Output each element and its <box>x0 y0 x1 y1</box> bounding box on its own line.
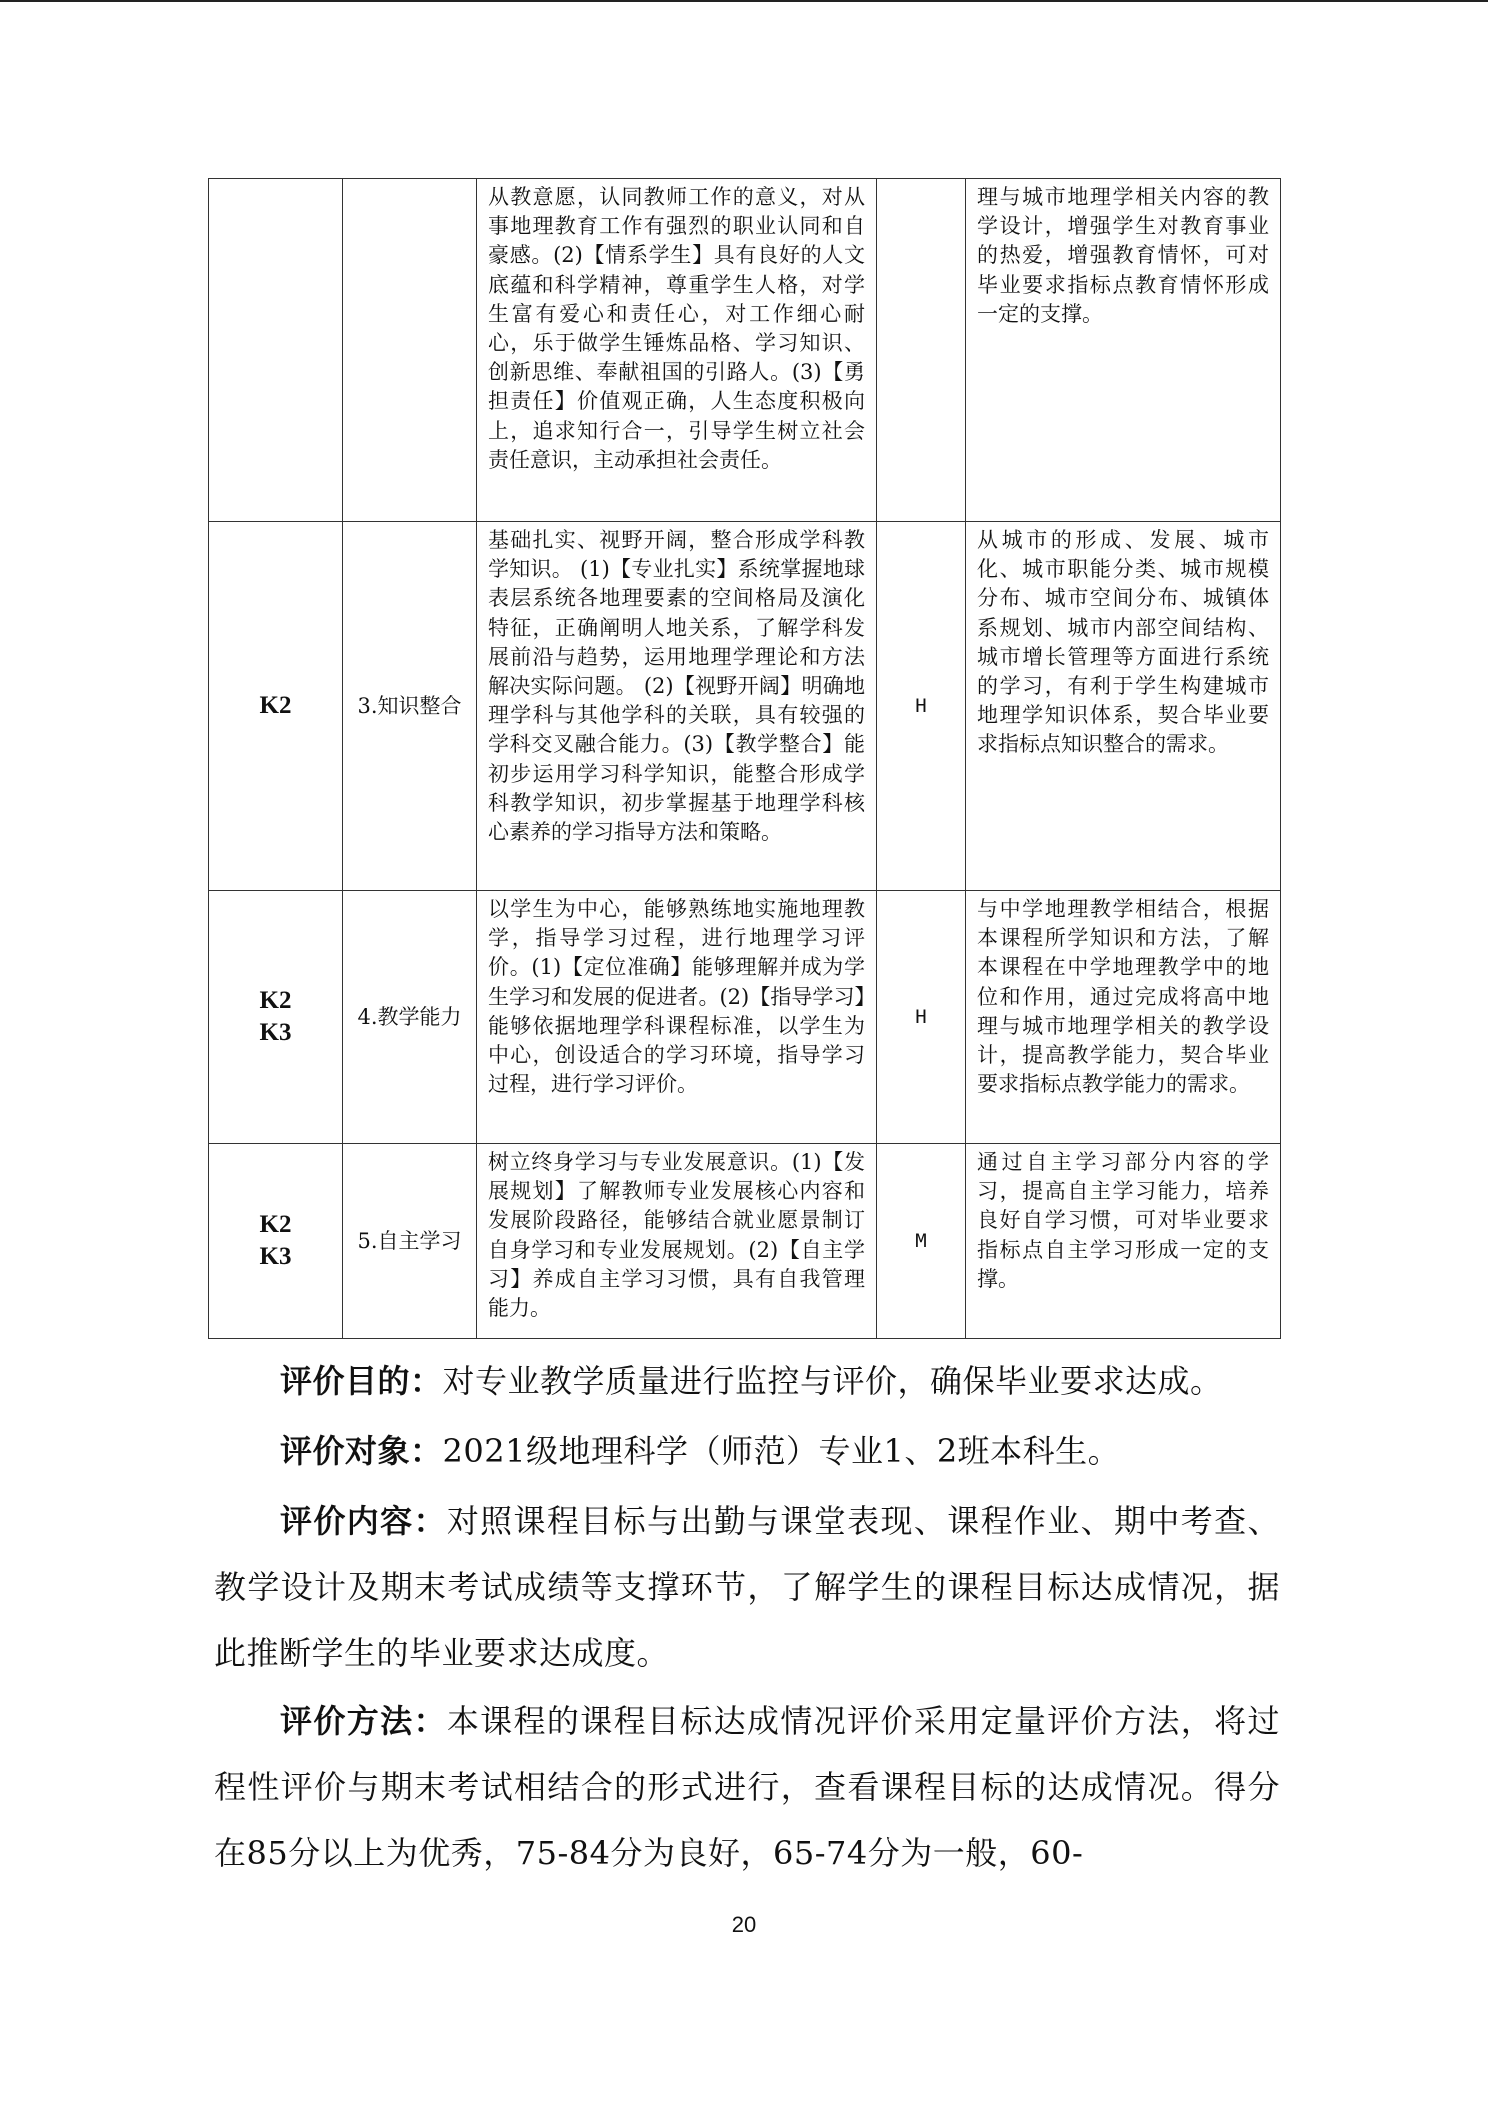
code-cell <box>209 1144 343 1339</box>
requirement-cell: 5.自主学习 <box>343 1144 477 1339</box>
description-cell: 从教意愿，认同教师工作的意义，对从事地理教育工作有强烈的职业认同和自豪感。(2)【情系学生】具有良好的人文底蕴和科学精神，尊重学生人格，对学生富有爱心和责任心，对工作细心耐心，乐于做学生锤炼品格、学习知识、创新思维、奉献祖国的引路人。(3)【勇担责任】价值观正确，人生态度积极向上，追求知行合一，引导学生树立社会责任意识，主动承担社会责任。 <box>477 179 877 522</box>
evaluation-purpose-text: 对专业教学质量进行监控与评价，确保毕业要求达成。 <box>442 1362 1223 1400</box>
level-cell: H <box>877 891 966 1144</box>
support-cell: 与中学地理教学相结合，根据本课程所学知识和方法，了解本课程在中学地理教学中的地位和作用，通过完成将高中地理与城市地理学相关的教学设计，提高教学能力，契合毕业要求指标点教学能力的需求。 <box>966 891 1281 1144</box>
evaluation-content-paragraph <box>214 1488 1280 1686</box>
code-cell <box>209 891 343 1144</box>
evaluation-method-paragraph <box>214 1688 1280 1886</box>
code-label: K3 <box>259 1243 292 1270</box>
code-cell <box>209 522 343 891</box>
support-cell: 通过自主学习部分内容的学习，提高自主学习能力，培养良好自学习惯，可对毕业要求指标点自主学习形成一定的支撑。 <box>966 1144 1281 1339</box>
code-cell <box>209 179 343 522</box>
table-row <box>209 522 1281 891</box>
support-cell: 理与城市地理学相关内容的教学设计，增强学生对教育事业的热爱，增强教育情怀，可对毕业要求指标点教育情怀形成一定的支撑。 <box>966 179 1281 522</box>
code-label: K3 <box>259 1019 292 1046</box>
requirement-cell <box>343 179 477 522</box>
evaluation-object-paragraph <box>214 1418 1280 1484</box>
evaluation-method-label: 评价方法： <box>280 1702 447 1740</box>
evaluation-content-text: 对照课程目标与出勤与课堂表现、课程作业、期中考查、教学设计及期末考试成绩等支撑环节，了解学生的课程目标达成情况，据此推断学生的毕业要求达成度。 <box>214 1502 1280 1672</box>
description-cell: 以学生为中心，能够熟练地实施地理教学，指导学习过程，进行地理学习评价。(1)【定位准确】能够理解并成为学生学习和发展的促进者。(2)【指导学习】能够依据地理学科课程标准，以学生为中心，创设适合的学习环境，指导学习过程，进行学习评价。 <box>477 891 877 1144</box>
requirement-cell: 3.知识整合 <box>343 522 477 891</box>
description-cell: 基础扎实、视野开阔，整合形成学科教学知识。 (1)【专业扎实】系统掌握地球表层系统各地理要素的空间格局及演化特征，正确阐明人地关系，了解学科发展前沿与趋势，运用地理学理论和方法解决实际问题。 (2)【视野开阔】明确地理学科与其他学科的关联，具有较强的学科交叉融合能力。(3)【教学整合】能初步运用学习科学知识，能整合形成学科教学知识，初步掌握基于地理学科核心素养的学习指导方法和策略。 <box>477 522 877 891</box>
table-row <box>209 891 1281 1144</box>
table-row <box>209 1144 1281 1339</box>
level-cell <box>877 179 966 522</box>
table-row <box>209 179 1281 522</box>
evaluation-method-text: 本课程的课程目标达成情况评价采用定量评价方法，将过程性评价与期末考试相结合的形式进行，查看课程目标的达成情况。得分在85分以上为优秀，75-84分为良好，65-74分为一般，60- <box>214 1702 1280 1872</box>
evaluation-object-label: 评价对象： <box>280 1432 443 1470</box>
page-number: 20 <box>731 1912 757 1937</box>
code-label: K2 <box>259 987 292 1014</box>
evaluation-purpose-paragraph <box>214 1348 1280 1414</box>
evaluation-object-text: 2021级地理科学（师范）专业1、2班本科生。 <box>442 1432 1121 1470</box>
code-label: K2 <box>259 692 292 719</box>
requirement-cell: 4.教学能力 <box>343 891 477 1144</box>
evaluation-purpose-label: 评价目的： <box>280 1362 443 1400</box>
evaluation-content-label: 评价内容： <box>280 1502 447 1540</box>
top-border-line <box>0 0 1488 2</box>
graduation-requirement-table <box>208 178 1281 1339</box>
level-cell: M <box>877 1144 966 1339</box>
support-cell: 从城市的形成、发展、城市化、城市职能分类、城市规模分布、城市空间分布、城镇体系规划、城市内部空间结构、城市增长管理等方面进行系统的学习，有利于学生构建城市地理学知识体系，契合毕业要求指标点知识整合的需求。 <box>966 522 1281 891</box>
code-label: K2 <box>259 1211 292 1238</box>
description-cell: 树立终身学习与专业发展意识。(1)【发展规划】了解教师专业发展核心内容和发展阶段路径，能够结合就业愿景制订自身学习和专业发展规划。(2)【自主学习】养成自主学习习惯，具有自我管理能力。 <box>477 1144 877 1339</box>
level-cell: H <box>877 522 966 891</box>
